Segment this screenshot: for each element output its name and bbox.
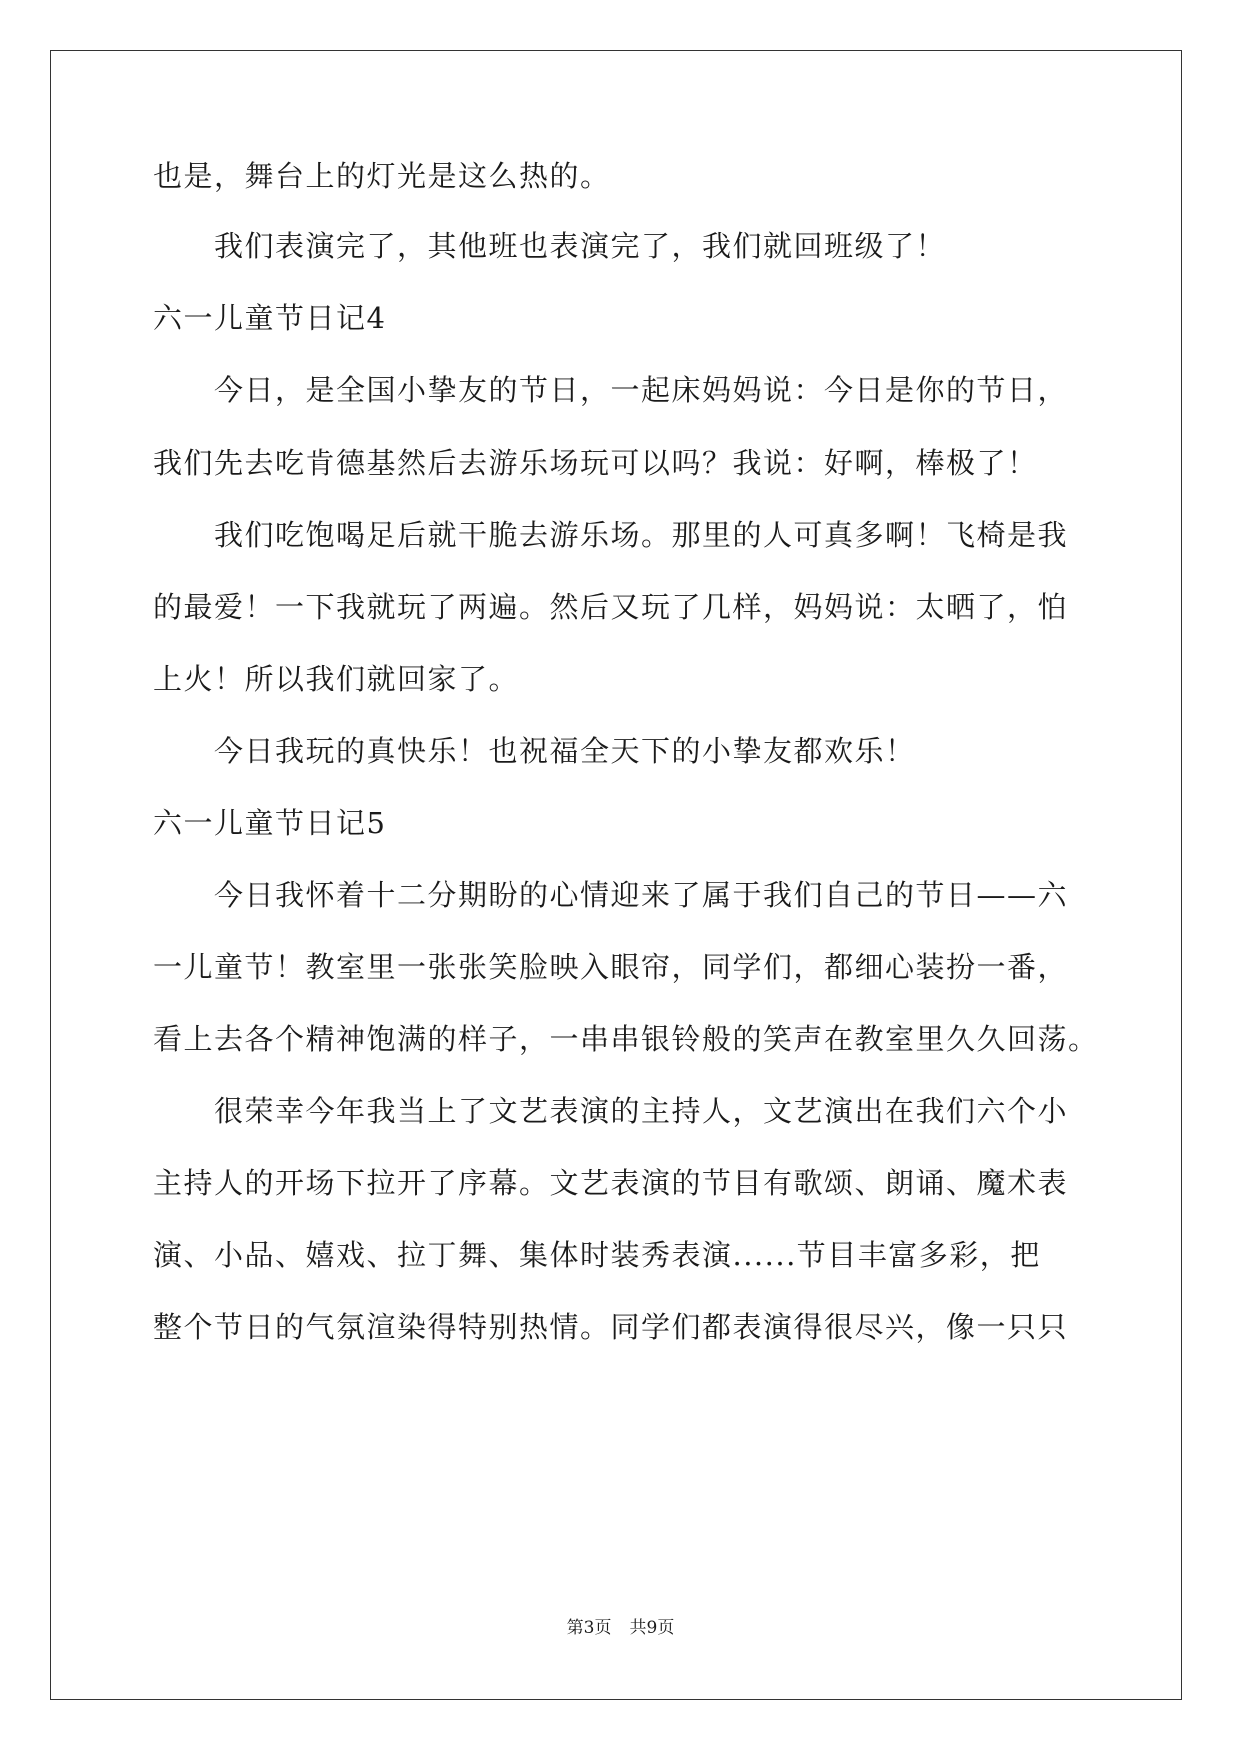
body-line: 演、小品、嬉戏、拉丁舞、集体时装秀表演......节目丰富多彩，把 [153,1238,1041,1272]
body-line: 我们表演完了，其他班也表演完了，我们就回班级了！ [214,229,947,263]
body-line: 一儿童节！教室里一张张笑脸映入眼帘，同学们，都细心装扮一番， [153,950,1069,984]
body-line: 我们吃饱喝足后就干脆去游乐场。那里的人可真多啊！飞椅是我 [214,518,1069,552]
section-heading: 六一儿童节日记5 [153,806,387,840]
body-line: 我们先去吃肯德基然后去游乐场玩可以吗？我说：好啊，棒极了！ [153,446,1038,480]
body-line: 整个节日的气氛渲染得特别热情。同学们都表演得很尽兴，像一只只 [153,1310,1069,1344]
section-heading: 六一儿童节日记4 [153,301,387,335]
body-line: 主持人的开场下拉开了序幕。文艺表演的节目有歌颂、朗诵、魔术表 [153,1166,1069,1200]
body-line: 今日我玩的真快乐！也祝福全天下的小挚友都欢乐！ [214,734,916,768]
page-number: 第3页 [566,1618,612,1638]
page-footer [0,1616,1241,1640]
page-total: 共9页 [629,1618,675,1638]
body-line: 今日我怀着十二分期盼的心情迎来了属于我们自己的节日——六 [214,878,1069,912]
body-line: 也是，舞台上的灯光是这么热的。 [153,159,611,193]
body-line: 很荣幸今年我当上了文艺表演的主持人，文艺演出在我们六个小 [214,1094,1069,1128]
body-line: 的最爱！一下我就玩了两遍。然后又玩了几样，妈妈说：太晒了，怕 [153,590,1069,624]
body-line: 今日，是全国小挚友的节日，一起床妈妈说：今日是你的节日， [214,373,1069,407]
body-line: 上火！所以我们就回家了。 [153,662,520,696]
body-line: 看上去各个精神饱满的样子，一串串银铃般的笑声在教室里久久回荡。 [153,1022,1099,1056]
